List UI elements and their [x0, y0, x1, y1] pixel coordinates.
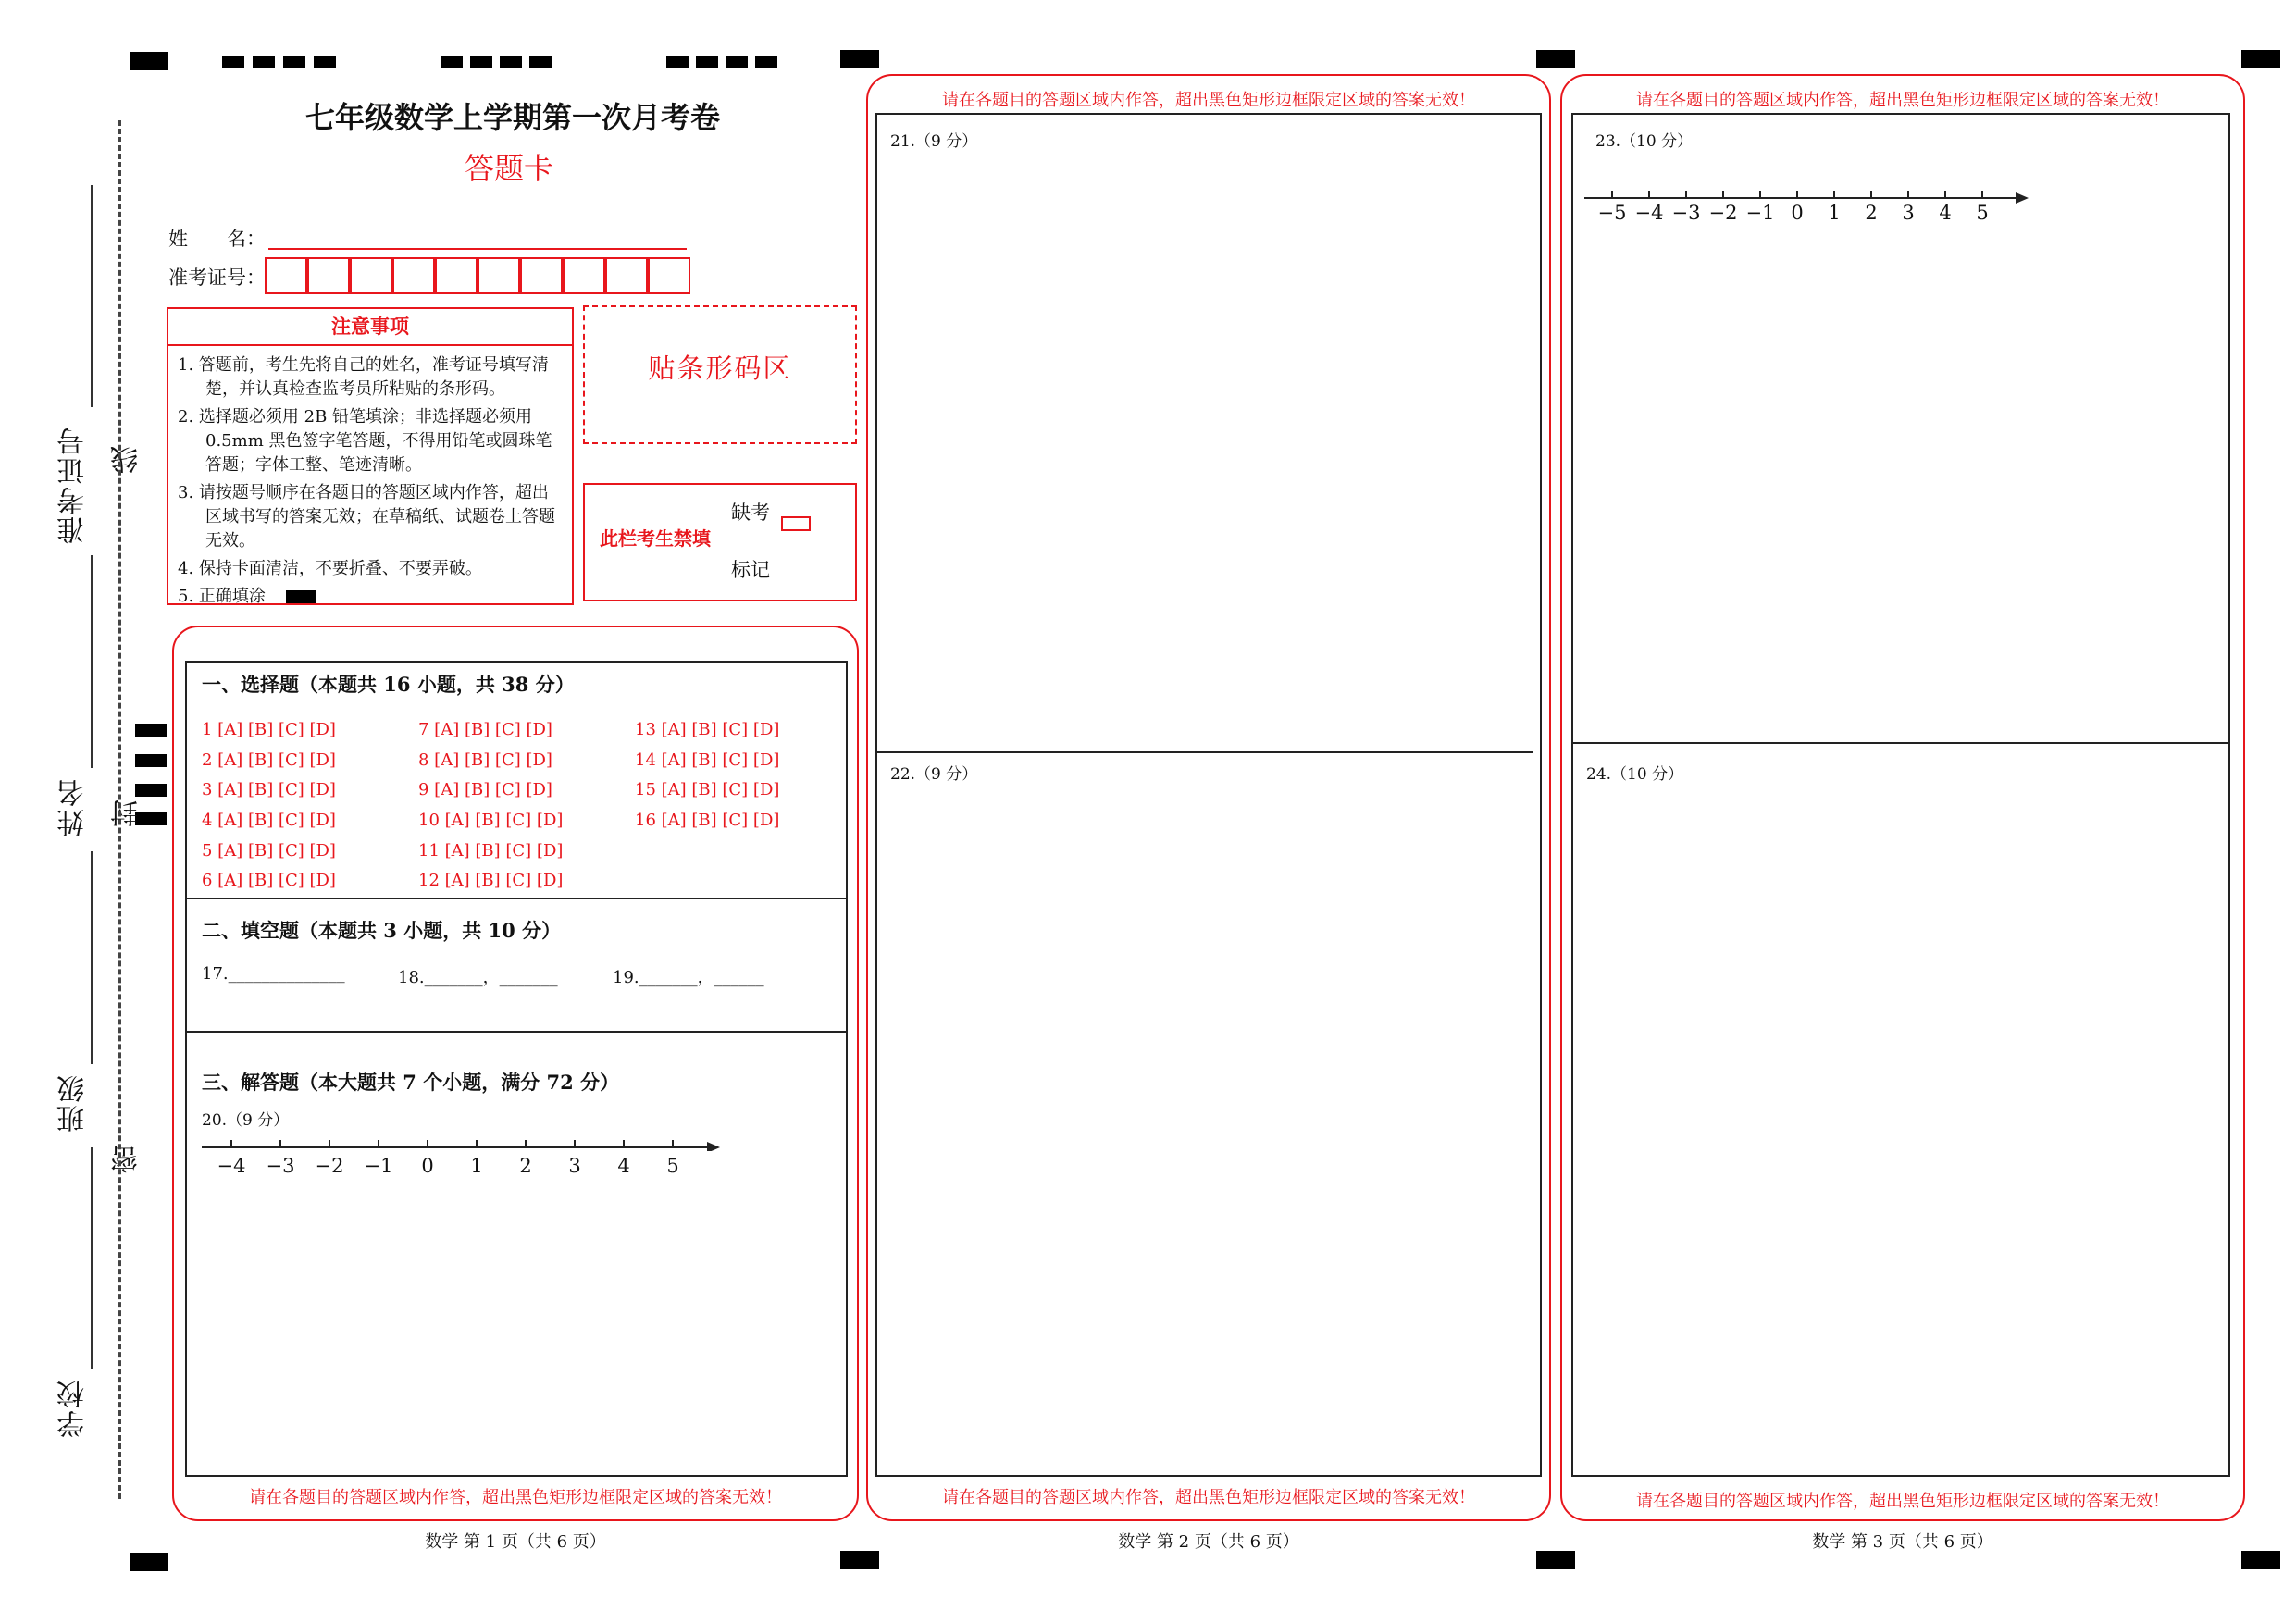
tick-label: −1 [1745, 202, 1775, 224]
question-divider [875, 751, 1533, 753]
tick-label: 2 [519, 1155, 532, 1177]
binding-field-name: 姓名 [57, 777, 90, 836]
mc-question-16[interactable]: 16 [A] [B] [C] [D] [635, 811, 780, 830]
barcode-label: 贴条形码区 [648, 353, 792, 384]
barcode-area [583, 305, 857, 444]
tick-label: −2 [1708, 202, 1738, 224]
number-line-20 [202, 1133, 720, 1188]
notice-box [167, 307, 574, 605]
tick-label: 0 [421, 1155, 434, 1177]
binding-field-class: 班级 [57, 1073, 90, 1133]
id-digit-box[interactable] [350, 257, 392, 294]
timing-mark [253, 56, 275, 68]
mc-question-14[interactable]: 14 [A] [B] [C] [D] [635, 750, 780, 770]
tick-label: 4 [1939, 202, 1952, 224]
page-footer: 数学 第 1 页（共 6 页） [425, 1532, 606, 1552]
mc-question-12[interactable]: 12 [A] [B] [C] [D] [418, 871, 564, 890]
id-digit-box[interactable] [265, 257, 307, 294]
question-22-label: 22.（9 分） [890, 765, 978, 784]
id-digit-box[interactable] [478, 257, 520, 294]
mc-question-8[interactable]: 8 [A] [B] [C] [D] [418, 750, 552, 770]
binding-line [91, 555, 93, 768]
id-digit-box[interactable] [605, 257, 648, 294]
mc-question-3[interactable]: 3 [A] [B] [C] [D] [202, 780, 336, 799]
tick-label: 4 [617, 1155, 630, 1177]
absent-label-a: 缺考 [731, 502, 770, 524]
cut-mark-line: 线 [111, 444, 143, 474]
mc-question-5[interactable]: 5 [A] [B] [C] [D] [202, 841, 336, 861]
binding-line [91, 1147, 93, 1369]
corner-mark [1536, 50, 1575, 68]
corner-mark [2241, 1551, 2280, 1569]
warning-text: 请在各题目的答题区域内作答，超出黑色矩形边框限定区域的答案无效！ [942, 1488, 1475, 1507]
tick-label: 0 [1791, 202, 1804, 224]
timing-mark [441, 56, 463, 68]
notice-item-label: 5. 正确填涂 [178, 587, 266, 606]
warning-text: 请在各题目的答题区域内作答，超出黑色矩形边框限定区域的答案无效！ [942, 91, 1475, 110]
question-divider [1571, 742, 2230, 744]
warning-text: 请在各题目的答题区域内作答，超出黑色矩形边框限定区域的答案无效！ [1636, 1492, 2169, 1511]
warning-text: 请在各题目的答题区域内作答，超出黑色矩形边框限定区域的答案无效！ [1636, 91, 2169, 110]
notice-item [178, 585, 565, 609]
cut-mark-secret: 密 [111, 1144, 143, 1173]
number-line-axis [202, 1133, 720, 1151]
mc-question-7[interactable]: 7 [A] [B] [C] [D] [418, 720, 552, 739]
id-digit-box[interactable] [392, 257, 435, 294]
mc-question-2[interactable]: 2 [A] [B] [C] [D] [202, 750, 336, 770]
page-footer: 数学 第 2 页（共 6 页） [1118, 1532, 1299, 1552]
tick-label: −3 [1671, 202, 1701, 224]
answer-area-21[interactable] [879, 157, 1536, 746]
tick-label: −1 [364, 1155, 393, 1177]
timing-mark [500, 56, 522, 68]
filled-example-mark [286, 590, 316, 603]
mc-question-15[interactable]: 15 [A] [B] [C] [D] [635, 780, 780, 799]
notice-item: 4. 保持卡面清洁，不要折叠、不要弄破。 [178, 559, 482, 578]
answer-area-23[interactable] [1575, 250, 2227, 737]
warning-text: 请在各题目的答题区域内作答，超出黑色矩形边框限定区域的答案无效！ [249, 1488, 782, 1507]
number-line-axis [1584, 185, 2029, 204]
timing-mark [755, 56, 777, 68]
question-21-label: 21.（9 分） [890, 132, 978, 151]
section-divider [185, 898, 848, 899]
absent-note: 此栏考生禁填 [600, 527, 711, 550]
timing-mark [666, 56, 689, 68]
corner-mark [1536, 1551, 1575, 1569]
id-label: 准考证号： [168, 266, 266, 289]
id-digit-box[interactable] [648, 257, 690, 294]
side-mark [135, 784, 167, 797]
timing-mark [529, 56, 552, 68]
notice-item: 2. 选择题必须用 2B 铅笔填涂；非选择题必须用 0.5mm 黑色签字笔答题，不得用铅笔或圆珠笔答题；字体工整、笔迹清晰。 [178, 407, 552, 475]
number-line-23 [1584, 185, 2029, 241]
timing-mark [222, 56, 244, 68]
id-digit-box[interactable] [307, 257, 350, 294]
tick-label: −2 [315, 1155, 344, 1177]
tick-label: 1 [470, 1155, 483, 1177]
id-digit-box[interactable] [435, 257, 478, 294]
mc-question-4[interactable]: 4 [A] [B] [C] [D] [202, 811, 336, 830]
exam-title: 七年级数学上学期第一次月考卷 [305, 100, 721, 135]
tick-label: 1 [1828, 202, 1841, 224]
mc-question-13[interactable]: 13 [A] [B] [C] [D] [635, 720, 780, 739]
question-23-label: 23.（10 分） [1595, 132, 1694, 151]
section-divider [185, 1031, 848, 1033]
tick-label: −4 [217, 1155, 246, 1177]
timing-mark [283, 56, 305, 68]
corner-mark [130, 1553, 168, 1571]
corner-mark [130, 52, 168, 70]
mc-question-1[interactable]: 1 [A] [B] [C] [D] [202, 720, 336, 739]
id-digit-box[interactable] [520, 257, 563, 294]
tick-label: 5 [1976, 202, 1989, 224]
notice-item: 1. 答题前，考生先将自己的姓名，准考证号填写清楚，并认真检查监考员所粘贴的条形码。 [178, 355, 549, 399]
tick-label: 3 [1902, 202, 1915, 224]
notice-title: 注意事项 [168, 309, 572, 346]
tick-label: 2 [1865, 202, 1878, 224]
timing-mark [696, 56, 718, 68]
fill-blank-18[interactable]: 18._______，_______ [398, 968, 558, 987]
tick-label: −4 [1634, 202, 1664, 224]
corner-mark [2241, 50, 2280, 68]
timing-mark [470, 56, 492, 68]
mc-question-6[interactable]: 6 [A] [B] [C] [D] [202, 871, 336, 890]
notice-item: 3. 请按题号顺序在各题目的答题区域内作答，超出区域书写的答案无效；在草稿纸、试题卷上答题无效。 [178, 483, 555, 551]
fill-blank-17[interactable]: 17.______________ [202, 964, 345, 984]
cut-mark-seal: 封 [111, 798, 143, 827]
answer-area-24[interactable] [1575, 792, 2227, 1468]
mc-question-11[interactable]: 11 [A] [B] [C] [D] [418, 841, 564, 861]
absent-checkbox[interactable] [781, 516, 811, 531]
page-footer: 数学 第 3 页（共 6 页） [1812, 1532, 1993, 1552]
mc-question-10[interactable]: 10 [A] [B] [C] [D] [418, 811, 564, 830]
section3-title: 三、解答题（本大题共 7 个小题，满分 72 分） [202, 1071, 620, 1094]
section2-title: 二、填空题（本题共 3 小题，共 10 分） [202, 919, 562, 942]
question-24-label: 24.（10 分） [1586, 765, 1684, 784]
timing-mark [314, 56, 336, 68]
absent-box [583, 483, 857, 601]
mc-question-9[interactable]: 9 [A] [B] [C] [D] [418, 780, 552, 799]
binding-line [91, 851, 93, 1064]
corner-mark [840, 50, 879, 68]
tick-label: −5 [1597, 202, 1627, 224]
answer-area-22[interactable] [879, 792, 1536, 1468]
side-mark [135, 724, 167, 737]
binding-field-school: 学校 [57, 1379, 90, 1438]
side-mark [135, 754, 167, 767]
name-label: 姓 名： [168, 228, 266, 250]
tick-label: 5 [666, 1155, 679, 1177]
name-field[interactable] [268, 248, 687, 250]
id-digit-box[interactable] [563, 257, 605, 294]
corner-mark [840, 1551, 879, 1569]
tick-label: −3 [266, 1155, 295, 1177]
absent-label-b: 标记 [731, 559, 770, 581]
cut-dashed-line [118, 120, 121, 1499]
fill-blank-19[interactable]: 19._______，______ [613, 968, 764, 987]
binding-line [91, 185, 93, 407]
timing-mark [726, 56, 748, 68]
tick-label: 3 [568, 1155, 581, 1177]
question-20-label: 20.（9 分） [202, 1111, 290, 1130]
binding-field-id: 准考证号 [57, 426, 90, 544]
section1-title: 一、选择题（本题共 16 小题，共 38 分） [202, 673, 575, 696]
answer-area-20[interactable] [189, 1199, 844, 1468]
answer-card-subtitle: 答题卡 [465, 151, 554, 186]
